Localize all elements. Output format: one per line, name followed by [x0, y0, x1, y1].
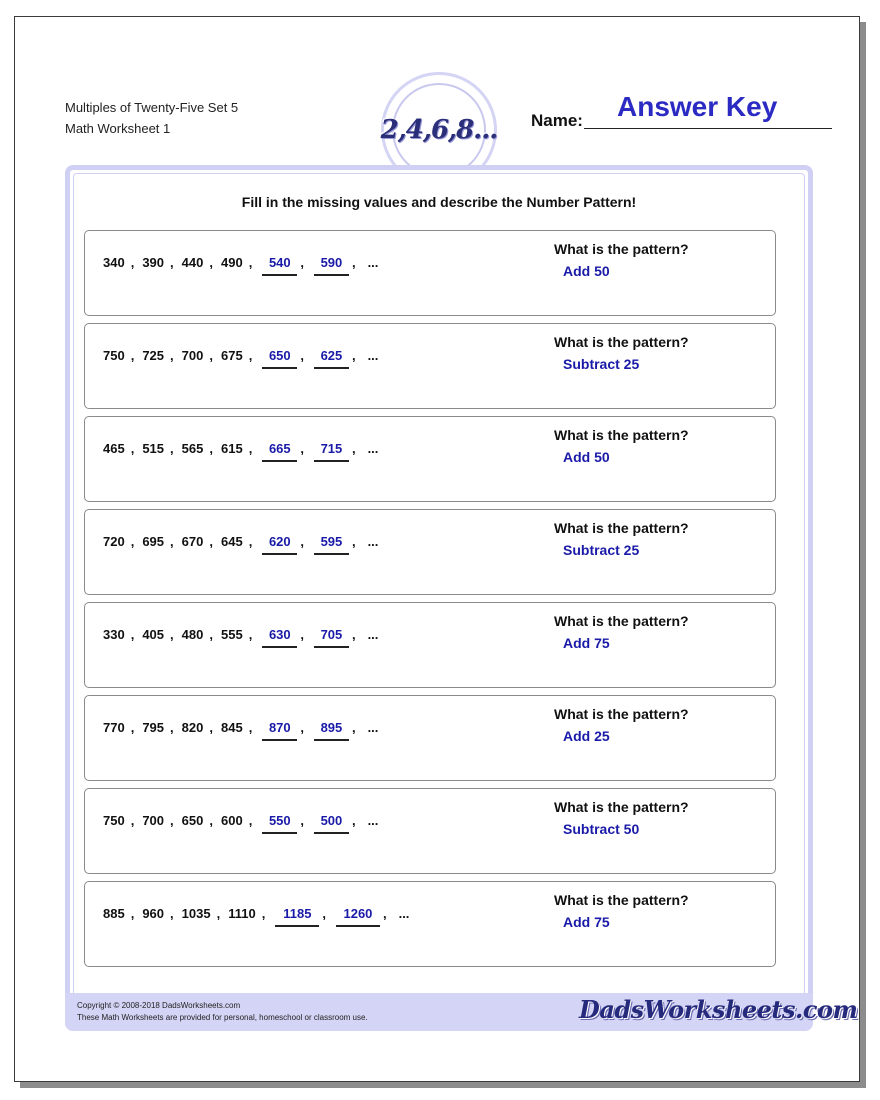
number-sequence: [103, 348, 378, 369]
sequence-number: 700: [142, 813, 165, 828]
pattern-answer: Add 25: [563, 728, 610, 744]
comma-separator: ,: [248, 813, 253, 828]
pattern-question: What is the pattern?: [554, 799, 689, 815]
comma-separator: ,: [261, 906, 266, 921]
sequence-number: 390: [142, 255, 165, 270]
sequence-number: 340: [103, 255, 125, 270]
comma-separator: ,: [209, 534, 213, 549]
comma-separator: ,: [300, 627, 304, 642]
sequence-ellipsis: ...: [367, 255, 379, 270]
missing-value-answer: 550: [262, 813, 297, 834]
sequence-number: 960: [142, 906, 165, 921]
pattern-answer: Add 75: [563, 914, 610, 930]
number-logo-text: 2,4,6,8...: [380, 115, 498, 145]
missing-value-answer: 1185: [275, 906, 319, 927]
missing-value-answer: 650: [262, 348, 297, 369]
missing-value-answer: 895: [314, 720, 349, 741]
number-sequence: [103, 255, 378, 276]
missing-value-answer: 665: [262, 441, 297, 462]
number-logo-inner: [380, 83, 498, 177]
comma-separator: ,: [351, 720, 356, 735]
comma-separator: ,: [170, 441, 174, 456]
missing-value-answer: 870: [262, 720, 297, 741]
number-sequence: [103, 906, 409, 927]
problem-row: [84, 881, 776, 967]
sequence-number: 770: [103, 720, 125, 735]
sequence-ellipsis: ...: [367, 441, 379, 456]
sequence-number: 645: [220, 534, 243, 549]
instructions: Fill in the missing values and describe the Number Pattern!: [241, 194, 637, 210]
copyright-text: [77, 1000, 368, 1024]
missing-value-answer: 715: [314, 441, 349, 462]
sequence-number: 670: [181, 534, 204, 549]
comma-separator: ,: [216, 906, 221, 921]
comma-separator: ,: [209, 627, 213, 642]
comma-separator: ,: [248, 255, 253, 270]
pattern-answer: Add 50: [563, 263, 610, 279]
name-label: Name:: [531, 111, 583, 130]
comma-separator: ,: [170, 627, 174, 642]
comma-separator: ,: [248, 627, 253, 642]
usage-line: These Math Worksheets are provided for personal, homeschool or classroom use.: [77, 1013, 368, 1022]
dadsworksheets-logo: DadsWorksheets.com: [579, 995, 858, 1024]
worksheet-title: [65, 97, 238, 139]
sequence-number: 675: [220, 348, 243, 363]
pattern-question: What is the pattern?: [554, 520, 689, 536]
sequence-number: 820: [181, 720, 204, 735]
comma-separator: ,: [351, 348, 356, 363]
comma-separator: ,: [351, 534, 356, 549]
comma-separator: ,: [130, 441, 135, 456]
sequence-number: 515: [142, 441, 165, 456]
pattern-question: What is the pattern?: [554, 334, 689, 350]
pattern-answer: Add 50: [563, 449, 610, 465]
missing-value-answer: 1260: [336, 906, 380, 927]
comma-separator: ,: [300, 255, 304, 270]
sequence-number: 1035: [181, 906, 211, 921]
comma-separator: ,: [300, 348, 304, 363]
sequence-ellipsis: ...: [367, 813, 379, 828]
sequence-number: 465: [103, 441, 125, 456]
comma-separator: ,: [170, 348, 174, 363]
sequence-number: 885: [103, 906, 125, 921]
pattern-question: What is the pattern?: [554, 706, 689, 722]
comma-separator: ,: [170, 720, 174, 735]
worksheet-title-line2: Math Worksheet 1: [65, 121, 171, 136]
sequence-number: 565: [181, 441, 204, 456]
problem-row: [84, 230, 776, 316]
comma-separator: ,: [351, 627, 356, 642]
comma-separator: ,: [209, 348, 213, 363]
missing-value-answer: 620: [262, 534, 297, 555]
sequence-number: 330: [103, 627, 125, 642]
comma-separator: ,: [300, 441, 304, 456]
missing-value-answer: 500: [314, 813, 349, 834]
missing-value-answer: 595: [314, 534, 349, 555]
answer-key-label: Answer Key: [617, 91, 778, 122]
sequence-number: 700: [181, 348, 204, 363]
pattern-answer: Add 75: [563, 635, 610, 651]
problem-frame: [65, 165, 813, 1031]
comma-separator: ,: [130, 813, 135, 828]
comma-separator: ,: [248, 348, 253, 363]
sequence-number: 695: [142, 534, 165, 549]
comma-separator: ,: [351, 441, 356, 456]
pattern-question: What is the pattern?: [554, 427, 689, 443]
copyright-line: Copyright © 2008-2018 DadsWorksheets.com: [77, 1001, 241, 1010]
sequence-ellipsis: ...: [398, 906, 410, 921]
comma-separator: ,: [170, 813, 174, 828]
comma-separator: ,: [209, 255, 213, 270]
sequence-number: 750: [103, 348, 125, 363]
pattern-question: What is the pattern?: [554, 613, 689, 629]
comma-separator: ,: [209, 720, 213, 735]
comma-separator: ,: [130, 534, 135, 549]
sequence-number: 490: [220, 255, 243, 270]
sequence-number: 720: [103, 534, 125, 549]
comma-separator: ,: [248, 534, 253, 549]
pattern-answer: Subtract 50: [563, 821, 640, 837]
sequence-number: 1110: [228, 906, 256, 921]
sequence-number: 600: [220, 813, 243, 828]
comma-separator: ,: [300, 813, 304, 828]
number-sequence: [103, 627, 378, 648]
sequence-number: 440: [181, 255, 204, 270]
comma-separator: ,: [170, 534, 174, 549]
footer: [65, 993, 858, 1031]
missing-value-answer: 540: [262, 255, 297, 276]
worksheet-title-line1: Multiples of Twenty-Five Set 5: [65, 100, 239, 115]
sequence-ellipsis: ...: [367, 720, 379, 735]
missing-value-answer: 705: [314, 627, 349, 648]
comma-separator: ,: [209, 813, 213, 828]
comma-separator: ,: [170, 906, 174, 921]
comma-separator: ,: [130, 255, 135, 270]
comma-separator: ,: [130, 906, 135, 921]
sequence-number: 615: [220, 441, 243, 456]
comma-separator: ,: [300, 534, 304, 549]
sequence-number: 650: [181, 813, 204, 828]
sequence-number: 725: [142, 348, 165, 363]
number-sequence: [103, 534, 378, 555]
comma-separator: ,: [382, 906, 387, 921]
pattern-question: What is the pattern?: [554, 892, 689, 908]
pattern-answer: Subtract 25: [563, 542, 640, 558]
sequence-number: 750: [103, 813, 125, 828]
comma-separator: ,: [130, 720, 135, 735]
problem-row: [84, 323, 776, 409]
sequence-number: 405: [142, 627, 165, 642]
sequence-ellipsis: ...: [367, 348, 379, 363]
pattern-question: What is the pattern?: [554, 241, 689, 257]
problem-row: [84, 416, 776, 502]
problem-row: [84, 509, 776, 595]
problem-row: [84, 602, 776, 688]
missing-value-answer: 630: [262, 627, 297, 648]
comma-separator: ,: [322, 906, 326, 921]
comma-separator: ,: [351, 255, 356, 270]
comma-separator: ,: [248, 720, 253, 735]
sequence-number: 555: [220, 627, 243, 642]
comma-separator: ,: [130, 348, 135, 363]
sequence-number: 795: [142, 720, 165, 735]
comma-separator: ,: [130, 627, 135, 642]
comma-separator: ,: [248, 441, 253, 456]
comma-separator: ,: [170, 255, 174, 270]
number-sequence: [103, 720, 378, 741]
problem-row: [84, 788, 776, 874]
comma-separator: ,: [351, 813, 356, 828]
number-sequence: [103, 441, 378, 462]
comma-separator: ,: [209, 441, 213, 456]
sequence-number: 480: [181, 627, 204, 642]
problem-row: [84, 695, 776, 781]
worksheet-page: [14, 16, 860, 1082]
sequence-number: 845: [220, 720, 243, 735]
sequence-ellipsis: ...: [367, 627, 379, 642]
missing-value-answer: 625: [314, 348, 349, 369]
sequence-ellipsis: ...: [367, 534, 379, 549]
pattern-answer: Subtract 25: [563, 356, 640, 372]
number-sequence: [103, 813, 378, 834]
missing-value-answer: 590: [314, 255, 349, 276]
comma-separator: ,: [300, 720, 304, 735]
name-line: [584, 128, 832, 129]
